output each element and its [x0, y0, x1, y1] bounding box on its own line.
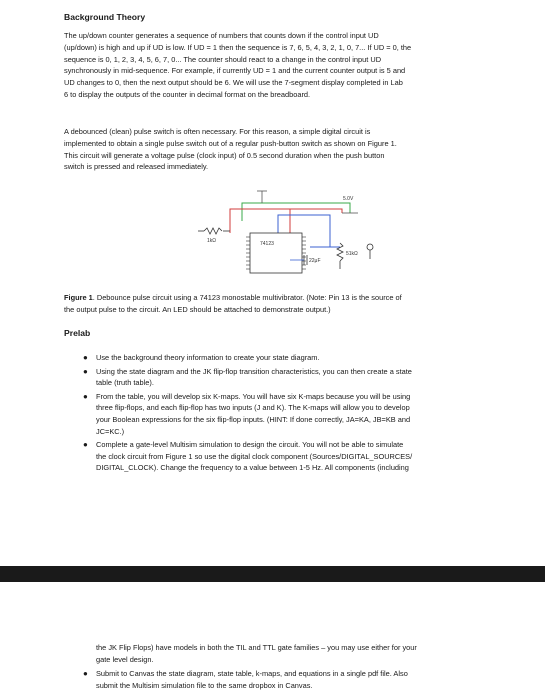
- text-line: sequence is 0, 1, 2, 3, 4, 5, 6, 7, 0... The counter should react to a change in the control input UD: [64, 54, 382, 64]
- list-item: ● Submit to Canvas the state diagram, state table, k-maps, and equations in a single pdf file. Also submit the Multisim simulation file to the same dropbox in Canvas.: [83, 669, 408, 690]
- caption-label: Figure 1: [64, 293, 93, 302]
- continuation-paragraph: [96, 642, 496, 666]
- wire-red: [230, 209, 342, 233]
- chip-74123: [250, 233, 302, 273]
- text-line: the JK Flip Flops) have models in both the TIL and TTL gate families – you may use either for your: [96, 643, 417, 652]
- heading-prelab: Prelab: [64, 328, 91, 338]
- vcc-label: 5.0V: [343, 196, 354, 202]
- text-line: gate level design.: [96, 654, 154, 664]
- list-item: ● Complete a gate-level Multisim simulation to design the circuit. You will not be able to simulate the clock circuit from Figure 1 so use the digital clock component (Sources/DIGITAL_SOURCES/ DIGITAL_CLOCK). Change the frequency to a value between 1-5 Hz. All components (including: [83, 440, 413, 473]
- heading-background-theory: Background Theory: [64, 12, 146, 22]
- resistor1-label: 1kΩ: [207, 238, 217, 244]
- text-line: implemented to obtain a single pulse switch out of a regular push-button switch as shown on Figure 1.: [64, 138, 397, 148]
- prelab-list: [64, 352, 494, 476]
- bullet-icon: ●: [83, 440, 88, 450]
- capacitor-label: 22μF: [309, 258, 321, 264]
- text-line: switch is pressed and released immediately.: [64, 162, 209, 172]
- wire-green: [242, 203, 350, 221]
- text-line: 6 to display the outputs of the counter in decimal format on the breadboard.: [64, 89, 311, 99]
- bullet-icon: ●: [83, 366, 88, 376]
- page-break-bar: [0, 566, 545, 582]
- resistor-icon: [337, 243, 343, 261]
- bullet-icon: ●: [83, 669, 88, 678]
- list-item: ● Use the background theory information to create your state diagram.: [83, 353, 320, 362]
- submit-list: [64, 668, 494, 693]
- caption-line: [64, 292, 494, 304]
- bullet-icon: ●: [83, 353, 88, 362]
- text-line: The up/down counter generates a sequence of numbers that counts down if the control input UD: [64, 31, 379, 40]
- figure-caption: [64, 292, 494, 316]
- resistor-icon: [204, 228, 222, 234]
- text-line: This circuit will generate a voltage pulse (clock input) of 0.5 second duration when the push button: [64, 150, 385, 160]
- resistor2-label: 51kΩ: [346, 251, 358, 257]
- bullet-icon: ●: [83, 391, 88, 401]
- text-line: A debounced (clean) pulse switch is often necessary. For this reason, a simple digital circuit is: [64, 127, 371, 136]
- list-item: ● Using the state diagram and the JK flip-flop transition characteristics, you can then create a state table (truth table).: [83, 366, 412, 388]
- debounce-circuit-figure: [190, 185, 380, 277]
- caption-line: the output pulse to the circuit. An LED should be attached to demonstrate output.): [64, 304, 331, 314]
- text-line: (up/down) is high and up if UD is low. If UD = 1 then the sequence is 7, 6, 5, 4, 3, 2, 1, 0, 7... If UD = 0, the: [64, 42, 412, 52]
- text-line: synchronously in mid-sequence. For example, if currently UD = 1 and the current counter output is 5 and: [64, 66, 406, 76]
- list-item: ● From the table, you will develop six K-maps. You will have six K-maps because you will be using three flip-flops, and each flip-flop has two inputs (J and K). The K-maps will allow you to develop your Boolean expressions for the six flip-flop inputs. (HINT: If done correctly, JA=KA, JB=KB and JC=KC.): [83, 391, 411, 436]
- caption-text: . Debounce pulse circuit using a 74123 monostable multivibrator. (Note: Pin 13 is the source of: [92, 293, 402, 302]
- background-paragraph: [64, 30, 484, 101]
- chip-label: 74123: [260, 241, 274, 247]
- text-line: UD changes to 0, then the next output should be 6. We will use the 7-segment display completed in Lab: [64, 78, 403, 88]
- debounce-paragraph: [64, 126, 484, 173]
- output-probe-icon: [367, 244, 373, 250]
